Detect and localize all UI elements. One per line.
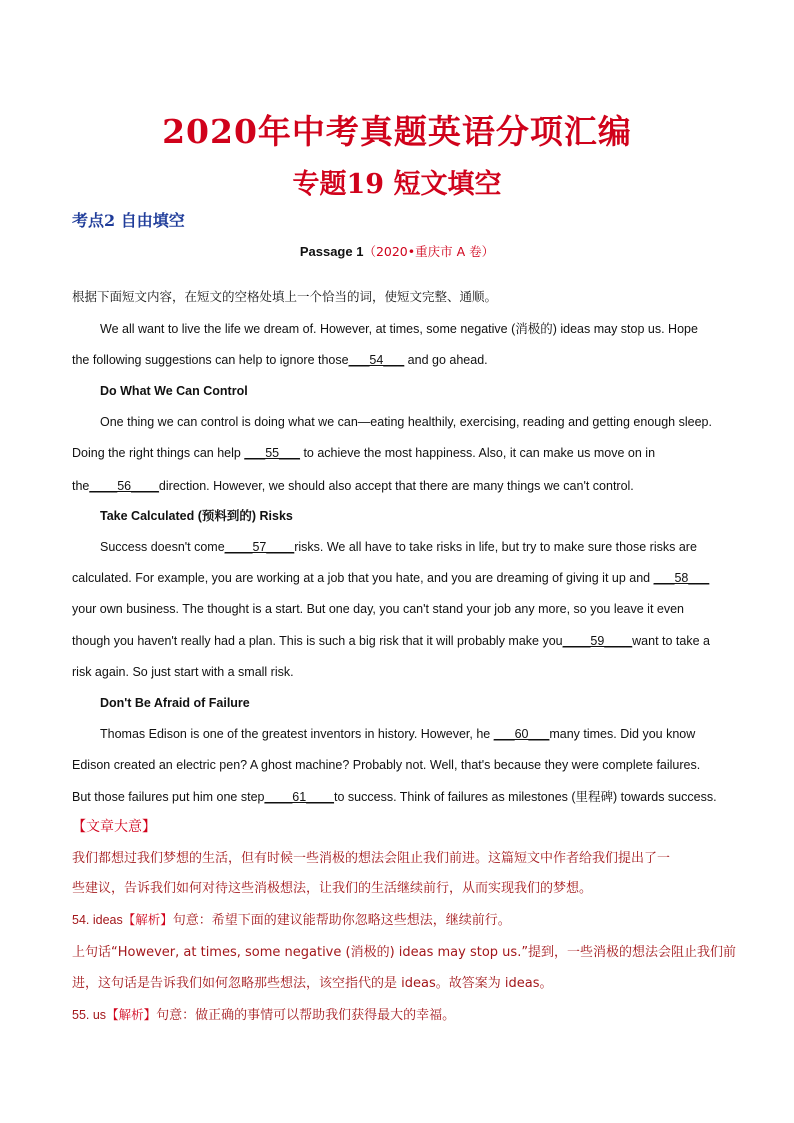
text: to success. Think of failures as milestones (里程碑) towards success. <box>334 790 717 804</box>
passage-line: One thing we can control is doing what we can—eating healthily, exercising, reading and getting enough sleep. <box>100 415 712 429</box>
summary-heading: 【文章大意】 <box>72 819 156 835</box>
text: Doing the right things can help <box>72 446 245 460</box>
passage-line: Edison created an electric pen? A ghost machine? Probably not. Well, that's because they were complete failures. <box>72 758 701 772</box>
passage-line <box>100 725 722 743</box>
text: though you haven't really had a plan. This is such a big risk that it will probably make you <box>72 634 563 648</box>
blank-54: ___54___ <box>348 353 405 367</box>
text: many times. Did you know <box>549 727 696 741</box>
blank-59: ____59____ <box>562 634 633 648</box>
blank-56: ____56____ <box>89 479 159 493</box>
blank-58: ___58___ <box>653 571 710 585</box>
text: calculated. For example, you are working at a job that you hate, and you are dreaming of giving it up and <box>72 571 654 585</box>
section-heading: Do What We Can Control <box>100 384 248 398</box>
passage-source: （2020•重庆市 A 卷） <box>363 244 495 259</box>
passage-line <box>72 444 722 462</box>
passage-label: Passage 1 <box>299 244 364 259</box>
passage-line <box>72 788 722 806</box>
summary-line: 些建议，告诉我们如何对待这些消极想法，让我们的生活继续前行，从而实现我们的梦想。 <box>72 881 593 896</box>
text: But those failures put him one step <box>72 790 265 804</box>
section-label: 考点2 自由填空 <box>72 211 185 230</box>
passage-line <box>72 477 722 495</box>
passage-line: We all want to live the life we dream of. However, at times, some negative (消极的) ideas may stop us. Hope <box>100 322 698 336</box>
text: to achieve the most happiness. Also, it can make us move on in <box>299 446 656 460</box>
passage-line <box>100 538 722 556</box>
analysis-line: 上句话“However, at times, some negative (消极的) ideas may stop us.”提到，一些消极的想法会阻止我们前 <box>72 945 737 960</box>
analysis-line: 进，这句话是告诉我们如何忽略那些想法，该空指代的是 ideas。故答案为 ideas。 <box>72 976 553 991</box>
passage-line <box>72 569 722 587</box>
instruction: 根据下面短文内容，在短文的空格处填上一个恰当的词，使短文完整、通顺。 <box>72 289 498 304</box>
text: and go ahead. <box>404 353 488 367</box>
blank-61: ____61____ <box>264 790 335 804</box>
section-heading: Don't Be Afraid of Failure <box>100 696 250 710</box>
passage-line: your own business. The thought is a start. But one day, you can't stand your job any more, so you leave it even <box>72 602 684 616</box>
answer-number: 54. ideas <box>72 913 123 927</box>
answer-55 <box>72 1006 722 1025</box>
text: want to take a <box>632 634 710 648</box>
passage-line: risk again. So just start with a small risk. <box>72 665 294 679</box>
blank-60: ___60___ <box>493 727 550 741</box>
text: risks. We all have to take risks in life, but try to make sure those risks are <box>294 540 697 554</box>
text: the following suggestions can help to ignore those <box>72 353 349 367</box>
answer-number: 55. us <box>72 1008 107 1022</box>
passage-line <box>72 632 722 650</box>
summary-line: 我们都想过我们梦想的生活，但有时候一些消极的想法会阻止我们前进。这篇短文中作者给我们提出了一 <box>72 851 671 866</box>
answer-54 <box>72 911 722 930</box>
analysis-tag: 【解析】 <box>106 1007 157 1022</box>
passage-heading <box>0 242 794 260</box>
analysis-text: 句意：做正确的事情可以帮助我们获得最大的幸福。 <box>156 1008 456 1023</box>
text: the <box>72 479 90 493</box>
document-subtitle: 专题19 短文填空 <box>292 169 502 200</box>
passage-line <box>72 351 722 369</box>
analysis-tag: 【解析】 <box>122 912 173 927</box>
text: direction. However, we should also accept that there are many things we can't control. <box>158 479 634 493</box>
document-title: 2020年中考真题英语分项汇编 <box>162 112 632 151</box>
text: Thomas Edison is one of the greatest inventors in history. However, he <box>100 727 494 741</box>
text: Success doesn't come <box>100 540 225 554</box>
blank-57: ____57____ <box>224 540 295 554</box>
section-heading: Take Calculated (预料到的) Risks <box>100 509 293 523</box>
blank-55: ___55___ <box>244 446 300 460</box>
analysis-text: 句意：希望下面的建议能帮助你忽略这些想法，继续前行。 <box>172 913 511 928</box>
